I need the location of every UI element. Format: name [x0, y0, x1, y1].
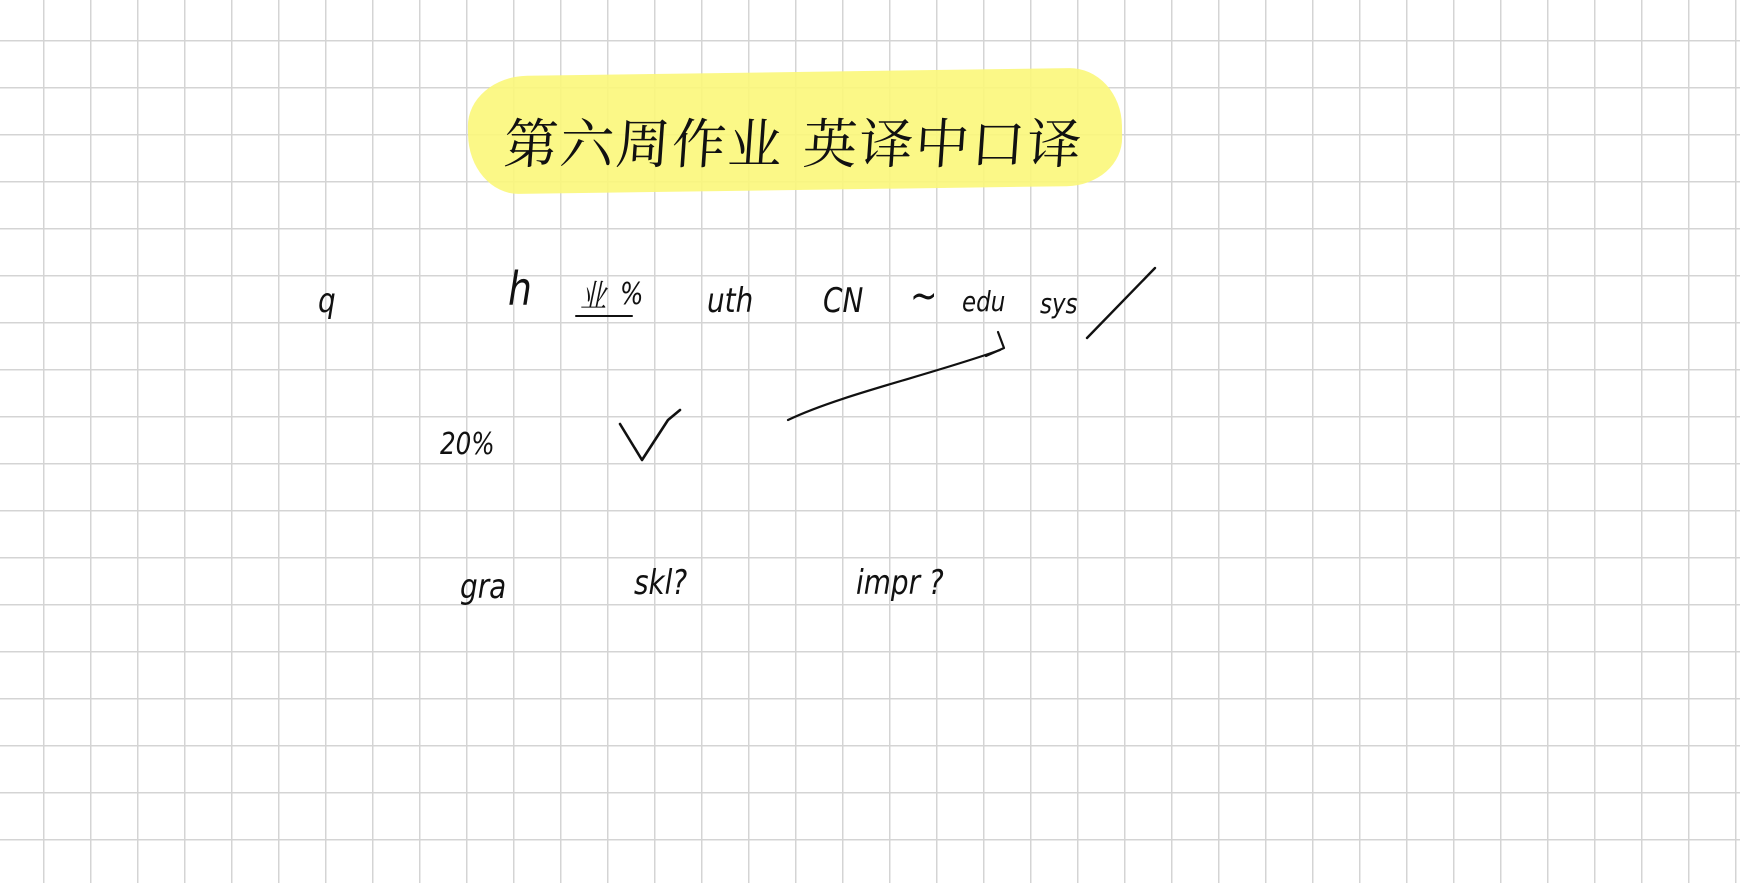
arrow-head — [986, 332, 1004, 356]
note-ye: 业 — [580, 277, 607, 315]
checkmark-stroke — [620, 410, 680, 460]
note-sys: sys — [1040, 287, 1078, 320]
note-percent-mark: % — [620, 277, 644, 312]
note-gra: gra — [460, 567, 507, 607]
slash-stroke — [1087, 268, 1155, 338]
note-uth: uth — [707, 281, 754, 321]
note-q: q — [318, 281, 336, 321]
note-skl: skl? — [634, 563, 688, 603]
note-edu: edu — [962, 285, 1006, 318]
note-h: h — [508, 262, 532, 316]
note-impr: impr ? — [856, 563, 944, 603]
note-tilde: ~ — [910, 273, 938, 319]
arrow-line — [788, 350, 1000, 420]
note-twenty-percent: 20% — [440, 427, 495, 462]
note-cn: CN — [823, 281, 864, 321]
page-title: 第六周作业 英译中口译 — [501, 113, 1086, 176]
